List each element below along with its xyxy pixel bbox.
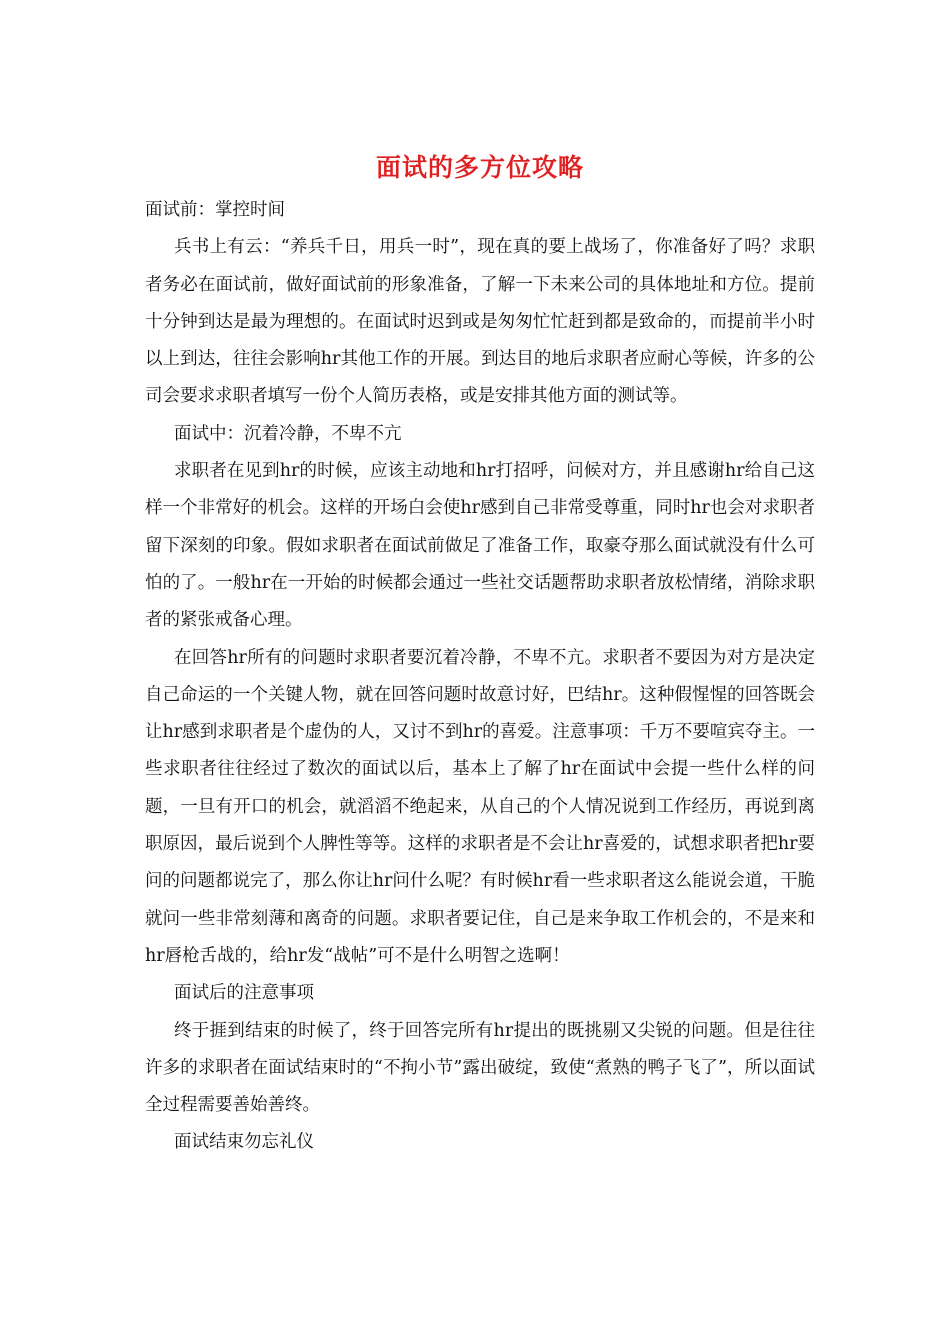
paragraph-before-interview: 兵书上有云：“养兵千日，用兵一时”，现在真的要上战场了，你准备好了吗？求职者务必在面试前，做好面试前的形象准备，了解一下未来公司的具体地址和方位。提前十分钟到达是最为理想的。在面试时迟到或是匆匆忙忙赶到都是致命的，而提前半小时以上到达，往往会影响hr其他工作的开展。到达目的地后求职者应耐心等候，许多的公司会要求求职者填写一份个人简历表格，或是安排其他方面的测试等。 (145, 237, 815, 407)
section-heading-during-interview: 面试中：沉着冷静，不卑不亢 (174, 423, 402, 444)
section-heading-after-interview: 面试后的注意事项 (174, 983, 314, 1004)
document-title: 面试的多方位攻略 (375, 153, 584, 182)
section-heading-etiquette: 面试结束勿忘礼仪 (174, 1132, 314, 1153)
section-heading-before-interview: 面试前：掌控时间 (145, 200, 285, 220)
paragraph-answering-questions: 在回答hr所有的问题时求职者要沉着冷静，不卑不亢。求职者不要因为对方是决定自己命运的一个关键人物，就在回答问题时故意讨好，巴结hr。这种假惺惺的回答既会让hr感到求职者是个虚伪的人，又讨不到hr的喜爱。注意事项：千万不要喧宾夺主。一些求职者往往经过了数次的面试以后，基本上了解了hr在面试中会提一些什么样的问题，一旦有开口的机会，就滔滔不绝起来，从自己的个人情况说到工作经历，再说到离职原因，最后说到个人脾性等等。这样的求职者是不会让hr喜爱的，试想求职者把hr要问的问题都说完了，那么你让hr问什么呢？有时候hr看一些求职者这么能说会道，干脆就问一些非常刻薄和离奇的问题。求职者要记住，自己是来争取工作机会的，不是来和hr唇枪舌战的，给hr发“战帖”可不是什么明智之选啊！ (145, 647, 815, 966)
paragraph-greeting-hr: 求职者在见到hr的时候，应该主动地和hr打招呼，问候对方，并且感谢hr给自己这样一个非常好的机会。这样的开场白会使hr感到自己非常受尊重，同时hr也会对求职者留下深刻的印象。假如求职者在面试前做足了准备工作，取豪夺那么面试就没有什么可怕的了。一般hr在一开始的时候都会通过一些社交话题帮助求职者放松情绪，消除求职者的紧张戒备心理。 (145, 461, 815, 631)
document-page (145, 148, 815, 1162)
paragraph-end-of-interview: 终于捱到结束的时候了，终于回答完所有hr提出的既挑剔又尖锐的问题。但是往往许多的求职者在面试结束时的“不拘小节”露出破绽，致使“煮熟的鸭子飞了”，所以面试全过程需要善始善终。 (145, 1020, 815, 1116)
